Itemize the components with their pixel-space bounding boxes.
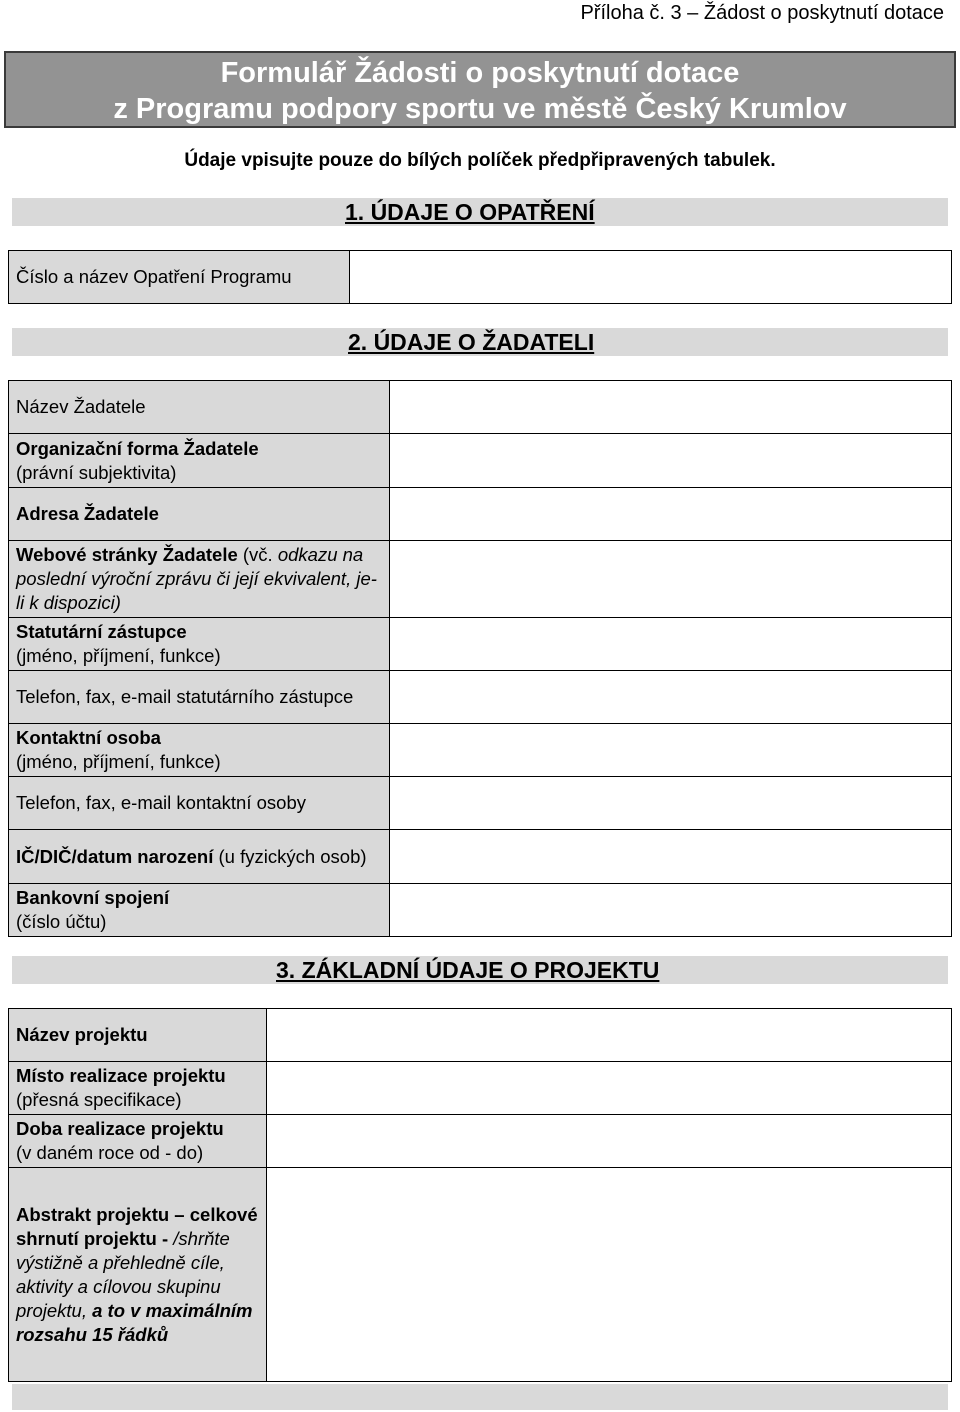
instructions: Údaje vpisujte pouze do bílých políček předpřipravených tabulek. bbox=[184, 150, 776, 171]
form-title-line-1: Formulář Žádosti o poskytnutí dotace bbox=[220, 57, 740, 89]
applicant-row-legal-form bbox=[9, 434, 952, 488]
applicant-row-address bbox=[9, 488, 952, 541]
project-duration-input[interactable] bbox=[267, 1115, 952, 1168]
applicant-table bbox=[8, 380, 952, 937]
project-name-input[interactable] bbox=[267, 1009, 952, 1062]
project-table bbox=[8, 1008, 952, 1382]
statutory-input[interactable] bbox=[390, 618, 952, 671]
project-place-input[interactable] bbox=[267, 1062, 952, 1115]
project-abstract-input[interactable] bbox=[267, 1168, 952, 1382]
project-place-label: Místo realizace projektu (přesná specifikace) bbox=[9, 1062, 267, 1115]
section-3-bar bbox=[12, 956, 948, 984]
project-row-name bbox=[9, 1009, 952, 1062]
applicant-row-bank bbox=[9, 884, 952, 937]
measure-table bbox=[8, 250, 952, 304]
statutory-contact-input[interactable] bbox=[390, 671, 952, 724]
project-row-place bbox=[9, 1062, 952, 1115]
section-2-bar bbox=[12, 328, 948, 356]
applicant-row-name bbox=[9, 381, 952, 434]
annex-label: Příloha č. 3 – Žádost o poskytnutí dotace bbox=[580, 2, 944, 24]
applicant-name-label: Název Žadatele bbox=[9, 381, 390, 434]
measure-label: Číslo a název Opatření Programu bbox=[9, 251, 350, 304]
contact-details-input[interactable] bbox=[390, 777, 952, 830]
section-1-title: 1. ÚDAJE O OPATŘENÍ bbox=[345, 199, 595, 225]
contact-person-input[interactable] bbox=[390, 724, 952, 777]
contact-details-label: Telefon, fax, e-mail kontaktní osoby bbox=[9, 777, 390, 830]
bank-label: Bankovní spojení (číslo účtu) bbox=[9, 884, 390, 937]
address-input[interactable] bbox=[390, 488, 952, 541]
section-3-title: 3. ZÁKLADNÍ ÚDAJE O PROJEKTU bbox=[276, 957, 660, 983]
ids-label: IČ/DIČ/datum narození (u fyzických osob) bbox=[9, 830, 390, 884]
contact-person-label: Kontaktní osoba (jméno, příjmení, funkce) bbox=[9, 724, 390, 777]
applicant-row-statutory bbox=[9, 618, 952, 671]
address-label: Adresa Žadatele bbox=[9, 488, 390, 541]
form-title-line-2: z Programu podpory sportu ve městě Český Krumlov bbox=[113, 93, 847, 125]
statutory-contact-label: Telefon, fax, e-mail statutárního zástupce bbox=[9, 671, 390, 724]
section-1-bar bbox=[12, 198, 948, 226]
applicant-row-ids bbox=[9, 830, 952, 884]
project-duration-label: Doba realizace projektu (v daném roce od - do) bbox=[9, 1115, 267, 1168]
section-2-title: 2. ÚDAJE O ŽADATELI bbox=[348, 329, 595, 355]
measure-input[interactable] bbox=[350, 251, 952, 304]
project-row-duration bbox=[9, 1115, 952, 1168]
applicant-row-statutory-contact bbox=[9, 671, 952, 724]
website-input[interactable] bbox=[390, 541, 952, 618]
project-row-abstract bbox=[9, 1168, 952, 1382]
measure-row bbox=[9, 251, 952, 304]
applicant-row-contact-details bbox=[9, 777, 952, 830]
legal-form-label: Organizační forma Žadatele (právní subjektivita) bbox=[9, 434, 390, 488]
ids-input[interactable] bbox=[390, 830, 952, 884]
statutory-label: Statutární zástupce (jméno, příjmení, funkce) bbox=[9, 618, 390, 671]
bank-input[interactable] bbox=[390, 884, 952, 937]
applicant-row-website bbox=[9, 541, 952, 618]
form-title-box bbox=[4, 51, 956, 128]
project-name-label: Název projektu bbox=[9, 1009, 267, 1062]
website-label: Webové stránky Žadatele (vč. odkazu na poslední výroční zprávu či její ekvivalent, je-li k dispozici) bbox=[9, 541, 390, 618]
bottom-section-bar bbox=[12, 1384, 948, 1410]
project-abstract-label: Abstrakt projektu – celkové shrnutí projektu - /shrňte výstižně a přehledně cíle, aktivity a cílovou skupinu projektu, a to v maximálním rozsahu 15 řádků bbox=[9, 1168, 267, 1382]
legal-form-input[interactable] bbox=[390, 434, 952, 488]
applicant-name-input[interactable] bbox=[390, 381, 952, 434]
applicant-row-contact-person bbox=[9, 724, 952, 777]
